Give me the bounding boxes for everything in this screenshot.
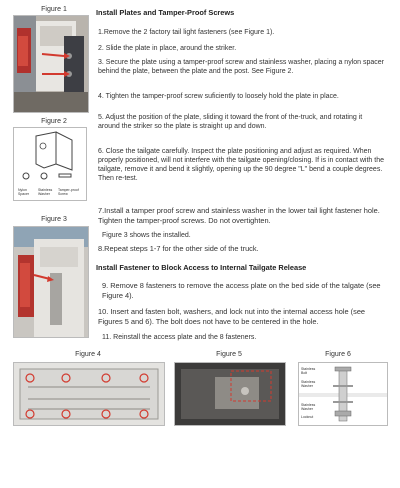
step-3: 3. Secure the plate using a tamper-proof screw and stainless washer, placing a nylon spacer behind the plate, between the plate and the post. See Figure 2. [98,59,384,75]
figure-4-photo [13,362,165,426]
tailgate-photo-icon [14,16,88,112]
fig6-label-washer-bottom: Stainless Washer [301,403,316,411]
figure-6-diagram [298,362,388,426]
internal-hole-photo-icon [175,363,285,425]
fig2-label-screw: Tamper-proof Screw [58,188,79,196]
plate-diagram-icon [14,128,86,188]
figure-4-caption: Figure 4 [75,351,101,358]
step-4: 4. Tighten the tamper-proof screw suficiently to loosely hold the plate in place. [98,93,339,100]
step-1: 1.Remove the 2 factory tail light fasteners (see Figure 1). [98,29,275,36]
step-11: 11. Reinstall the access plate and the 8 fasteners. [102,334,257,341]
figure-1-photo [13,15,89,113]
step-2: 2. Slide the plate in place, around the striker. [98,45,237,52]
figure-5-photo [174,362,286,426]
figure-6-caption: Figure 6 [325,351,351,358]
section-2-title: Install Fastener to Block Access to Internal Tailgate Release [96,263,307,272]
fig2-label-washer: Stainless Washer [38,188,53,196]
figure-2-diagram [13,127,87,201]
step-10: 10. Insert and fasten bolt, washers, and lock nut into the internal access hole (see Figures 5 and 6). The bolt does not have to be centered in the hole. [98,307,366,326]
access-plate-photo-icon [14,363,164,425]
installed-plate-photo-icon [14,227,88,337]
fig6-label-bolt: Stainless Bolt [301,367,316,375]
step-9: 9. Remove 8 fasteners to remove the access plate on the bed side of the talgate (see Figure 4). [102,281,381,300]
step-7: 7.Install a tamper proof screw and stainless washer in the lower tail light fastener hole. Tighten the tamper-proof screws. Do not overtighten. [98,206,380,225]
step-5: 5. Adjust the position of the plate, sliding it toward the front of the-truck, and rotating it around the striker so the plate is straight up and down. [98,114,363,130]
figure-5-caption: Figure 5 [216,351,242,358]
figure-1-caption: Figure 1 [41,6,67,13]
step-6: 6. Close the tailgate carefully. Inspect the plate positioning and adjust as required. When properly positioned, will not interfere with the tailgate opening/closing. If is in contact with the tailgate, remove it and bend it slightly, opening up the 90 degree "L" bend a couple degrees. Then re-test. [98,148,384,182]
fig2-label-spacer: Nylon Spacer [18,188,30,196]
section-1-title: Install Plates and Tamper-Proof Screws [96,8,235,17]
fig6-label-locknut: Locknut [301,415,314,419]
figure-3-note: Figure 3 shows the installed. [102,232,191,239]
fig6-label-washer-top: Stainless Washer [301,380,316,388]
figure-2-caption: Figure 2 [41,118,67,125]
step-8: 8.Repeat steps 1-7 for the other side of the truck. [98,244,259,253]
figure-3-caption: Figure 3 [41,216,67,223]
figure-3-photo [13,226,89,338]
